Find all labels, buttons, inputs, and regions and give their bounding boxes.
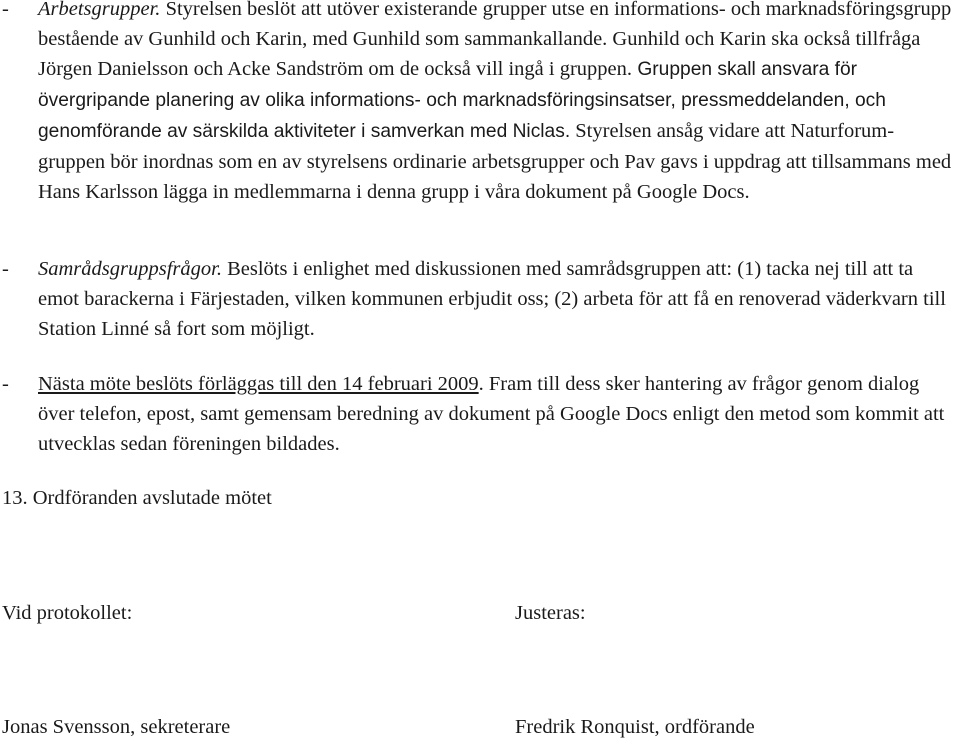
paragraph-text-sans: Gruppen skall ansvara för övergripande planering av olika informations- och marknadsföringsinsatser, pressmeddelanden, och genomförande av särskilda aktiviteter i samverkan med Niclas. — [38, 59, 886, 142]
list-item-body — [38, 254, 958, 344]
paragraph-text: . Fram till dess sker hantering av frågor genom dialog över telefon, epost, samt gemensam beredning av dokument på Google Docs enligt den metod som kommit att utvecklas sedan föreningen bildades. — [38, 373, 945, 455]
bullet-dash: - — [2, 373, 9, 395]
signature-label-left: Vid protokollet: — [2, 602, 133, 624]
list-item-samradsgruppsfragor — [0, 254, 960, 344]
bullet-dash: - — [2, 0, 9, 20]
section-13-heading: 13. Ordföranden avslutade mötet — [2, 487, 272, 509]
list-item-body — [38, 0, 958, 207]
signature-label-right: Justeras: — [515, 602, 586, 624]
underlined-meeting-date: Nästa möte beslöts förläggas till den 14 februari 2009 — [38, 373, 479, 395]
paragraph-text: Styrelsen ansåg vidare att Naturforum-gruppen bör inordnas som en av styrelsens ordinarie arbetsgrupper och Pav gavs i uppdrag att tillsammans med Hans Karlsson lägga in medlemmarna i denna grupp i våra dokument på Google Docs. — [38, 120, 952, 203]
signature-name-right: Fredrik Ronquist, ordförande — [515, 716, 755, 738]
list-item-nasta-mote — [0, 369, 960, 459]
bullet-dash: - — [2, 258, 9, 280]
paragraph-text: Beslöts i enlighet med diskussionen med samrådsgruppen att: (1) tacka nej till att ta emot barackerna i Färjestaden, vilken kommunen erbjudit oss; (2) arbeta för att få en renoverad väderkvarn till Station Linné så fort som möjligt. — [38, 258, 946, 340]
signature-name-left: Jonas Svensson, sekreterare — [2, 716, 231, 738]
item-heading-samradsgruppsfragor: Samrådsgruppsfrågor. — [38, 258, 222, 280]
item-heading-arbetsgrupper: Arbetsgrupper. — [38, 0, 161, 20]
list-item-arbetsgrupper — [0, 0, 960, 207]
paragraph-text: Styrelsen beslöt att utöver existerande grupper utse en informations- och marknadsföringsgrupp bestående av Gunhild och Karin, med Gunhild som sammankallande. Gunhild och Karin ska också tillfråga Jörgen Danielsson och Acke Sandström om de också vill ingå i gruppen. — [38, 0, 952, 80]
list-item-body — [38, 369, 958, 459]
